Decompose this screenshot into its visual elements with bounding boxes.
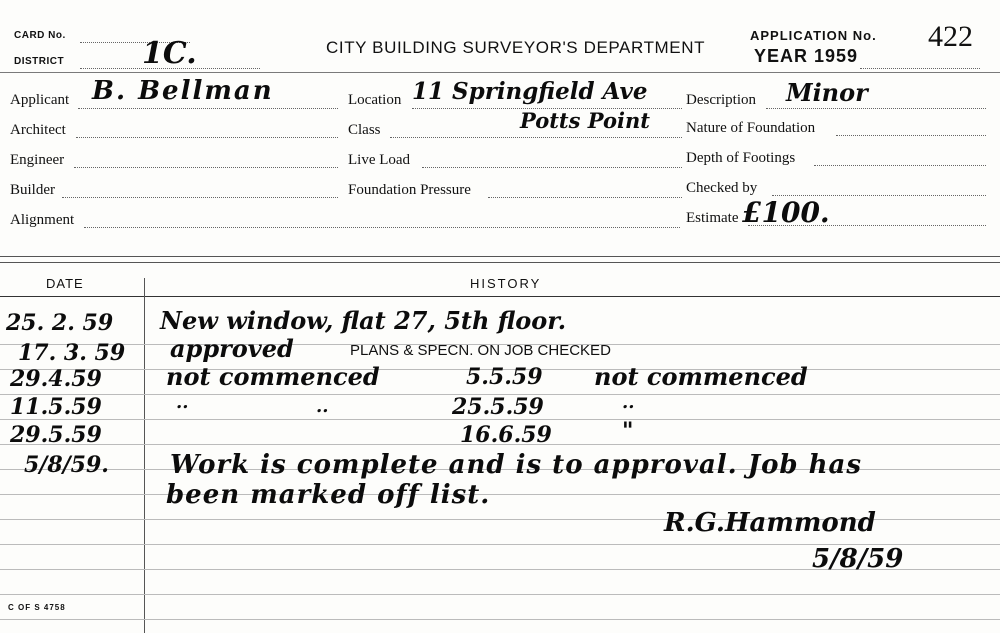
form-number: C OF S 4758 [8, 603, 66, 612]
ruled-line [0, 594, 1000, 595]
description-label: Description [686, 92, 756, 108]
application-label: APPLICATION No. [750, 28, 877, 43]
history-text-2: " [622, 418, 634, 444]
district-label: DISTRICT [14, 56, 65, 67]
history-date: 5/8/59. [24, 452, 109, 478]
history-date: 29.5.59 [10, 422, 102, 448]
builder-line [62, 197, 338, 198]
history-text: approved [170, 334, 294, 363]
year-line [860, 68, 980, 69]
applicant-value: B. Bellman [92, 76, 274, 106]
year-label: YEAR 1959 [754, 46, 859, 66]
architect-line [76, 137, 338, 138]
engineer-line [74, 167, 338, 168]
history-date: 25. 2. 59 [6, 310, 114, 336]
location-label: Location [348, 92, 402, 108]
department-title: CITY BUILDING SURVEYOR'S DEPARTMENT [326, 38, 706, 57]
live-load-label: Live Load [348, 152, 411, 168]
description-line [766, 108, 986, 109]
alignment-label: Alignment [10, 212, 75, 228]
history-top-border-2 [0, 262, 1000, 263]
live-load-line [422, 167, 682, 168]
history-text-2: not commenced [594, 362, 808, 391]
history-mid: .. [316, 396, 329, 417]
checked-by-label: Checked by [686, 180, 758, 196]
history-text: not commenced [166, 362, 380, 391]
builder-label: Builder [10, 182, 55, 198]
history-text: New window, flat 27, 5th floor. [160, 306, 567, 335]
location-value-1: 11 Springfield Ave [412, 78, 648, 105]
architect-label: Architect [10, 122, 66, 138]
ruled-line [0, 619, 1000, 620]
description-value: Minor [786, 78, 868, 107]
history-top-border [0, 256, 1000, 257]
nature-of-foundation-label: Nature of Foundation [686, 120, 816, 136]
signature: R.G.Hammond [664, 508, 876, 538]
history-header-rule [0, 296, 1000, 297]
ruled-line [0, 494, 1000, 495]
history-text: been marked off list. [166, 480, 491, 510]
date-column-divider [144, 278, 145, 633]
foundation-pressure-line [488, 197, 682, 198]
history-date-2: 25.5.59 [452, 394, 544, 420]
application-number: 422 [928, 20, 973, 53]
class-line [390, 137, 682, 138]
history-text: Work is complete and is to approval. Job has [170, 450, 863, 480]
history-date-2: 5.5.59 [466, 364, 543, 390]
applicant-line [78, 108, 338, 109]
class-label: Class [348, 122, 381, 138]
history-date: 29.4.59 [10, 366, 102, 392]
header-divider [0, 72, 1000, 73]
history-text-2: .. [622, 392, 635, 413]
estimate-label: Estimate [686, 210, 739, 226]
history-date: 11.5.59 [10, 394, 102, 420]
signature-date: 5/8/59 [812, 544, 904, 574]
history-date-2: 16.6.59 [460, 422, 552, 448]
history-stamp: PLANS & SPECN. ON JOB CHECKED [350, 342, 611, 359]
location-value-2: Potts Point [520, 108, 650, 133]
foundation-pressure-label: Foundation Pressure [348, 182, 471, 198]
nature-of-foundation-line [836, 135, 986, 136]
estimate-value: £100. [742, 196, 830, 229]
history-text: .. [176, 392, 189, 413]
depth-of-footings-line [814, 165, 986, 166]
applicant-label: Applicant [10, 92, 70, 108]
date-header: DATE [46, 276, 84, 291]
engineer-label: Engineer [10, 152, 65, 168]
card-no-label: CARD No. [14, 30, 66, 41]
alignment-line [84, 227, 680, 228]
depth-of-footings-label: Depth of Footings [686, 150, 796, 166]
district-value: 1C. [142, 36, 197, 71]
history-header: HISTORY [470, 276, 542, 291]
history-date: 17. 3. 59 [18, 340, 126, 366]
